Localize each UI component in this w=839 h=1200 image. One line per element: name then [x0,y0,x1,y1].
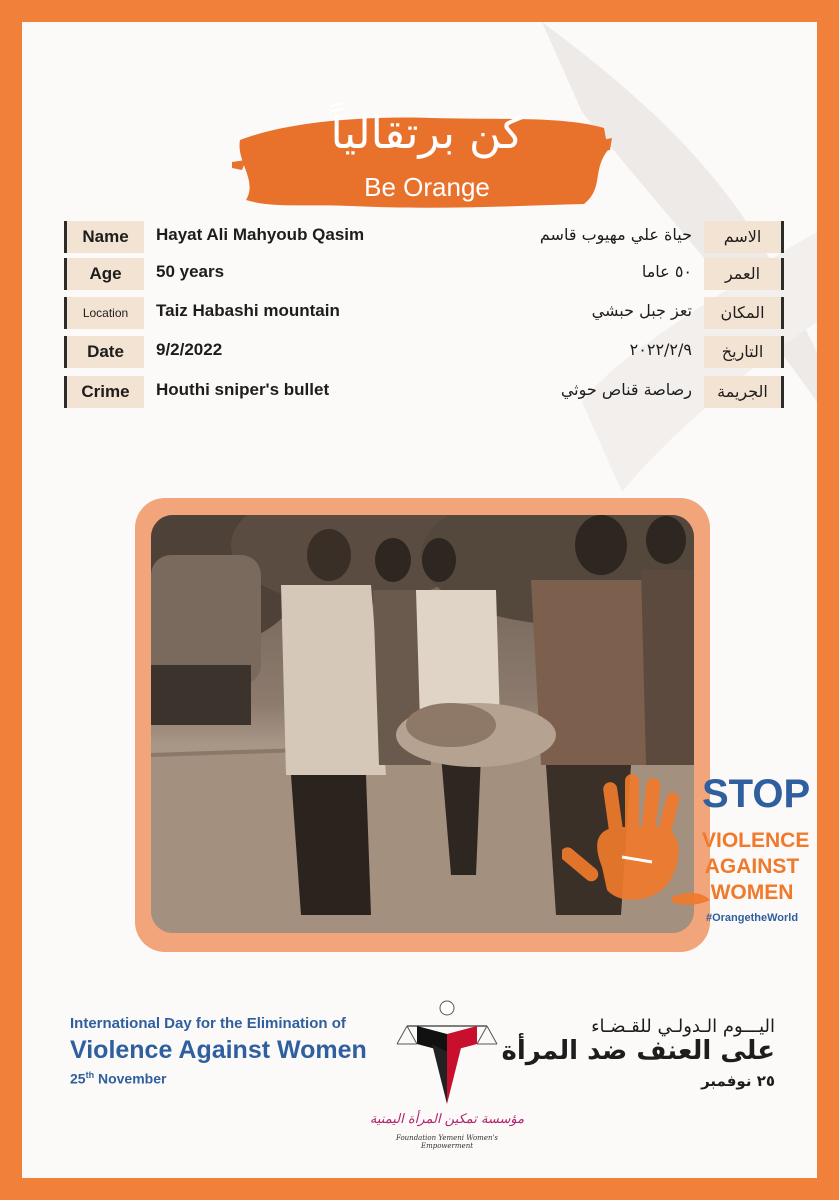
stop-women-word: WOMEN [710,881,794,904]
title-english: Be Orange [364,172,490,202]
label-name-ar: الاسم [704,221,784,253]
label-name-en: Name [64,221,144,253]
footer-date-month: November [94,1070,167,1087]
title-arabic: كن برتقالياً [330,108,524,159]
value-crime-ar: رصاصة قناص حوثي [560,380,692,399]
value-date-en: 9/2/2022 [156,340,223,359]
value-name-ar: حياة علي مهيوب قاسم [539,225,692,244]
label-crime-en: Crime [64,376,144,408]
footer-ar-date: ٢٥ نوفمبر [701,1072,775,1090]
value-location-ar: تعز جبل حبشي [591,301,692,320]
value-age-ar: ٥٠ عاما [641,262,692,281]
footer-en-date [70,1070,166,1087]
stop-text: STOP [702,772,811,816]
stop-violence-word: VIOLENCE [702,829,810,852]
logo-english-name: Foundation Yemeni Women's Empowerment [395,1134,498,1150]
logo-arabic-name: مؤسسة تمكين المرأة اليمنية [369,1112,525,1127]
footer-ar-line1: اليـــوم الـدولـي للقـضـاء [591,1016,775,1037]
value-age-en: 50 years [156,262,225,281]
stop-violence-badge [702,772,811,924]
info-row-crime [64,376,784,408]
label-date-en: Date [64,336,144,368]
info-row-name [64,221,784,253]
label-location-ar: المكان [704,297,784,329]
label-crime-ar: الجريمة [704,376,784,408]
footer-date-suffix: th [85,1070,95,1080]
footer-en-line2: Violence Against Women [70,1036,367,1064]
label-date-ar: التاريخ [704,336,784,368]
label-age-ar: العمر [704,258,784,290]
value-date-ar: ٢٠٢٢/٢/٩ [629,340,692,359]
footer-ar-line2: على العنف ضد المرأة [501,1036,775,1066]
footer-date-day: 25 [70,1070,86,1087]
info-row-location [64,297,784,329]
label-age-en: Age [64,258,144,290]
value-name-en: Hayat Ali Mahyoub Qasim [156,225,365,244]
info-row-date [64,336,784,368]
footer-en-line1: International Day for the Elimination of [70,1015,346,1032]
info-row-age [64,258,784,290]
poster-card [22,22,817,1178]
orange-hand-print-icon [562,772,712,922]
value-crime-en: Houthi sniper's bullet [156,380,330,399]
label-location-en: Location [64,297,144,329]
hashtag: #OrangetheWorld [705,912,799,924]
stop-against-word: AGAINST [704,855,800,878]
stop-line-violence [702,828,810,906]
value-location-en: Taiz Habashi mountain [156,301,340,320]
